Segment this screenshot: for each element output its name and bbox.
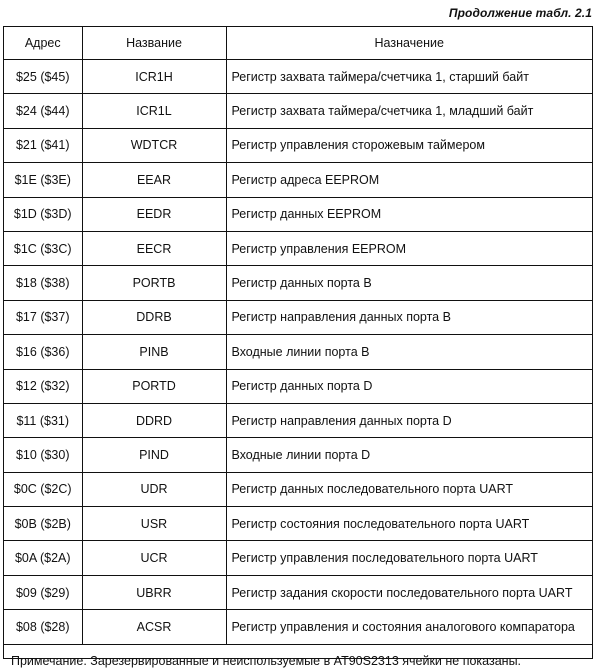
- cell-purpose: Регистр управления EEPROM: [226, 231, 592, 265]
- table-body: [4, 60, 592, 645]
- cell-purpose: Регистр состояния последовательного порта UART: [226, 507, 592, 541]
- cell-address: $1E ($3E): [4, 163, 82, 197]
- cell-name: USR: [82, 507, 226, 541]
- header-address: Адрес: [4, 27, 82, 60]
- header-purpose: Назначение: [226, 27, 592, 60]
- table-row: [4, 403, 592, 437]
- table-note: Примечание. Зарезервированные и неиспользуемые в AT90S2313 ячейки не показаны.: [11, 653, 522, 668]
- cell-name: ICR1H: [82, 60, 226, 94]
- cell-purpose: Регистр направления данных порта D: [226, 403, 592, 437]
- table-row: [4, 128, 592, 162]
- cell-purpose: Регистр управления сторожевым таймером: [226, 128, 592, 162]
- cell-name: EEAR: [82, 163, 226, 197]
- cell-purpose: Регистр управления и состояния аналогового компаратора: [226, 610, 592, 644]
- cell-purpose: Регистр управления последовательного порта UART: [226, 541, 592, 575]
- cell-purpose: Регистр задания скорости последовательного порта UART: [226, 575, 592, 609]
- table-row: [4, 541, 592, 575]
- table-row: [4, 300, 592, 334]
- table-row: [4, 231, 592, 265]
- cell-address: $0B ($2B): [4, 507, 82, 541]
- cell-name: EEDR: [82, 197, 226, 231]
- cell-name: PORTD: [82, 369, 226, 403]
- cell-purpose: Регистр направления данных порта B: [226, 300, 592, 334]
- cell-purpose: Входные линии порта D: [226, 438, 592, 472]
- cell-name: WDTCR: [82, 128, 226, 162]
- table-row: [4, 438, 592, 472]
- register-table-frame: [3, 26, 593, 668]
- table-row: [4, 94, 592, 128]
- cell-address: $11 ($31): [4, 403, 82, 437]
- cell-address: $25 ($45): [4, 60, 82, 94]
- cell-address: $1D ($3D): [4, 197, 82, 231]
- cell-purpose: Регистр данных порта B: [226, 266, 592, 300]
- cell-address: $1C ($3C): [4, 231, 82, 265]
- cell-address: $21 ($41): [4, 128, 82, 162]
- cell-purpose: Регистр данных порта D: [226, 369, 592, 403]
- cell-name: ACSR: [82, 610, 226, 644]
- table-row: [4, 335, 592, 369]
- table-row: [4, 163, 592, 197]
- cell-name: UDR: [82, 472, 226, 506]
- cell-name: DDRB: [82, 300, 226, 334]
- cell-address: $10 ($30): [4, 438, 82, 472]
- cell-name: EECR: [82, 231, 226, 265]
- table-row: [4, 197, 592, 231]
- cell-name: PINB: [82, 335, 226, 369]
- cell-address: $16 ($36): [4, 335, 82, 369]
- cell-address: $17 ($37): [4, 300, 82, 334]
- table-row: [4, 610, 592, 644]
- cell-address: $08 ($28): [4, 610, 82, 644]
- table-caption: Продолжение табл. 2.1: [448, 6, 592, 20]
- cell-name: PIND: [82, 438, 226, 472]
- cell-address: $09 ($29): [4, 575, 82, 609]
- table-row: [4, 60, 592, 94]
- cell-purpose: Регистр захвата таймера/счетчика 1, младший байт: [226, 94, 592, 128]
- table-row: [4, 369, 592, 403]
- register-table: [4, 27, 592, 645]
- header-name: Название: [82, 27, 226, 60]
- table-header-row: [4, 27, 592, 60]
- cell-purpose: Входные линии порта B: [226, 335, 592, 369]
- cell-address: $0A ($2A): [4, 541, 82, 575]
- cell-address: $0C ($2C): [4, 472, 82, 506]
- cell-address: $12 ($32): [4, 369, 82, 403]
- table-row: [4, 575, 592, 609]
- table-row: [4, 266, 592, 300]
- cell-purpose: Регистр данных EEPROM: [226, 197, 592, 231]
- table-row: [4, 507, 592, 541]
- cell-name: UCR: [82, 541, 226, 575]
- cell-name: ICR1L: [82, 94, 226, 128]
- cell-name: UBRR: [82, 575, 226, 609]
- table-row: [4, 472, 592, 506]
- cell-purpose: Регистр данных последовательного порта UART: [226, 472, 592, 506]
- cell-name: PORTB: [82, 266, 226, 300]
- cell-address: $24 ($44): [4, 94, 82, 128]
- cell-name: DDRD: [82, 403, 226, 437]
- cell-purpose: Регистр захвата таймера/счетчика 1, старший байт: [226, 60, 592, 94]
- cell-purpose: Регистр адреса EEPROM: [226, 163, 592, 197]
- cell-address: $18 ($38): [4, 266, 82, 300]
